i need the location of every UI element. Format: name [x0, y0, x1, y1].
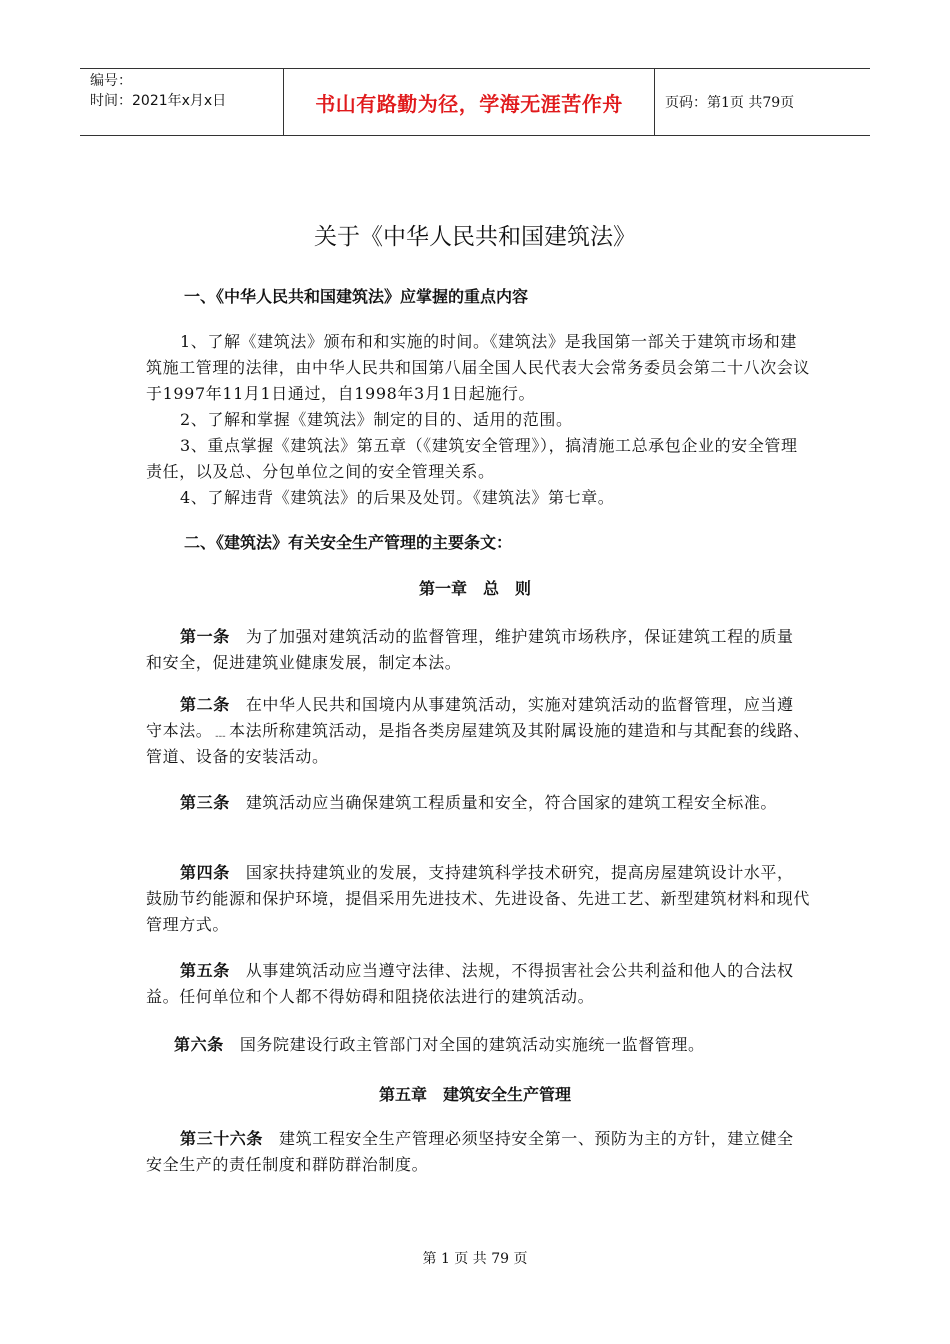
section1-heading: 一、《中华人民共和国建筑法》应掌握的重点内容 — [184, 287, 529, 306]
article-1-text: 为了加强对建筑活动的监督管理，维护建筑市场秩序，保证建筑工程的质量和安全，促进建筑业健康发展，制定本法。 — [146, 627, 794, 672]
motto-text: 书山有路勤为径，学海无涯苦作舟 — [315, 91, 623, 116]
page-footer: 第 1 页 共 79 页 — [422, 1251, 528, 1267]
article-5-label: 第五条 — [180, 961, 230, 980]
article-6-label: 第六条 — [174, 1035, 224, 1054]
article-3 — [146, 790, 810, 816]
article-5 — [146, 958, 810, 1010]
article-1 — [146, 624, 810, 676]
chapter5-heading: 第五章 建筑安全生产管理 — [378, 1085, 571, 1104]
article-3-text: 建筑活动应当确保建筑工程质量和安全，符合国家的建筑工程安全标准。 — [245, 793, 778, 812]
chapter1-heading: 第一章 总 则 — [418, 579, 531, 598]
article-5-text: 从事建筑活动应当遵守法律、法规，不得损害社会公共利益和他人的合法权益。任何单位和个人都不得妨碍和阻挠依法进行的建筑活动。 — [146, 961, 794, 1006]
article-2-text: 在中华人民共和国境内从事建筑活动，实施对建筑活动的监督管理，应当遵守本法。﹍本法所称建筑活动，是指各类房屋建筑及其附属设施的建造和与其配套的线路、管道、设备的安装活动。 — [146, 695, 811, 766]
article-4-text: 国家扶持建筑业的发展，支持建筑科学技术研究，提高房屋建筑设计水平，鼓励节约能源和保护环境，提倡采用先进技术、先进设备、先进工艺、新型建筑材料和现代管理方式。 — [146, 863, 811, 934]
article-2-label: 第二条 — [180, 695, 230, 714]
article-36 — [146, 1126, 810, 1178]
article-1-label: 第一条 — [180, 627, 230, 646]
article-6 — [174, 1032, 838, 1058]
article-6-text: 国务院建设行政主管部门对全国的建筑活动实施统一监督管理。 — [239, 1035, 705, 1054]
number-label: 编号： — [90, 73, 132, 89]
article-4 — [146, 860, 810, 938]
document-header — [80, 68, 870, 136]
section1-item-1: 1、了解《建筑法》颁布和和实施的时间。《建筑法》是我国第一部关于建筑市场和建筑施工管理的法律，由中华人民共和国第八届全国人民代表大会常务委员会第二十八次会议于1997年11月1日通过，自1998年3月1日起施行。 — [146, 332, 811, 403]
section1-item-3: 3、重点掌握《建筑法》第五章（《建筑安全管理》），搞清施工总承包企业的安全管理责任，以及总、分包单位之间的安全管理关系。 — [146, 436, 798, 481]
article-2 — [146, 692, 810, 770]
header-meta — [80, 69, 283, 135]
header-page-info: 页码：第1页 共79页 — [665, 95, 795, 111]
article-4-label: 第四条 — [180, 863, 230, 882]
time-label: 时间：2021年x月x日 — [90, 93, 227, 109]
article-36-label: 第三十六条 — [180, 1129, 264, 1148]
article-36-text: 建筑工程安全生产管理必须坚持安全第一、预防为主的方针，建立健全安全生产的责任制度和群防群治制度。 — [146, 1129, 794, 1174]
document-title: 关于《中华人民共和国建筑法》 — [314, 224, 636, 250]
section1-item-4: 4、了解违背《建筑法》的后果及处罚。《建筑法》第七章。 — [180, 488, 615, 507]
article-3-label: 第三条 — [180, 793, 230, 812]
section1-item-2: 2、了解和掌握《建筑法》制定的目的、适用的范围。 — [180, 410, 573, 429]
header-motto-cell — [283, 69, 655, 135]
section2-heading: 二、《建筑法》有关安全生产管理的主要条文： — [184, 533, 513, 552]
